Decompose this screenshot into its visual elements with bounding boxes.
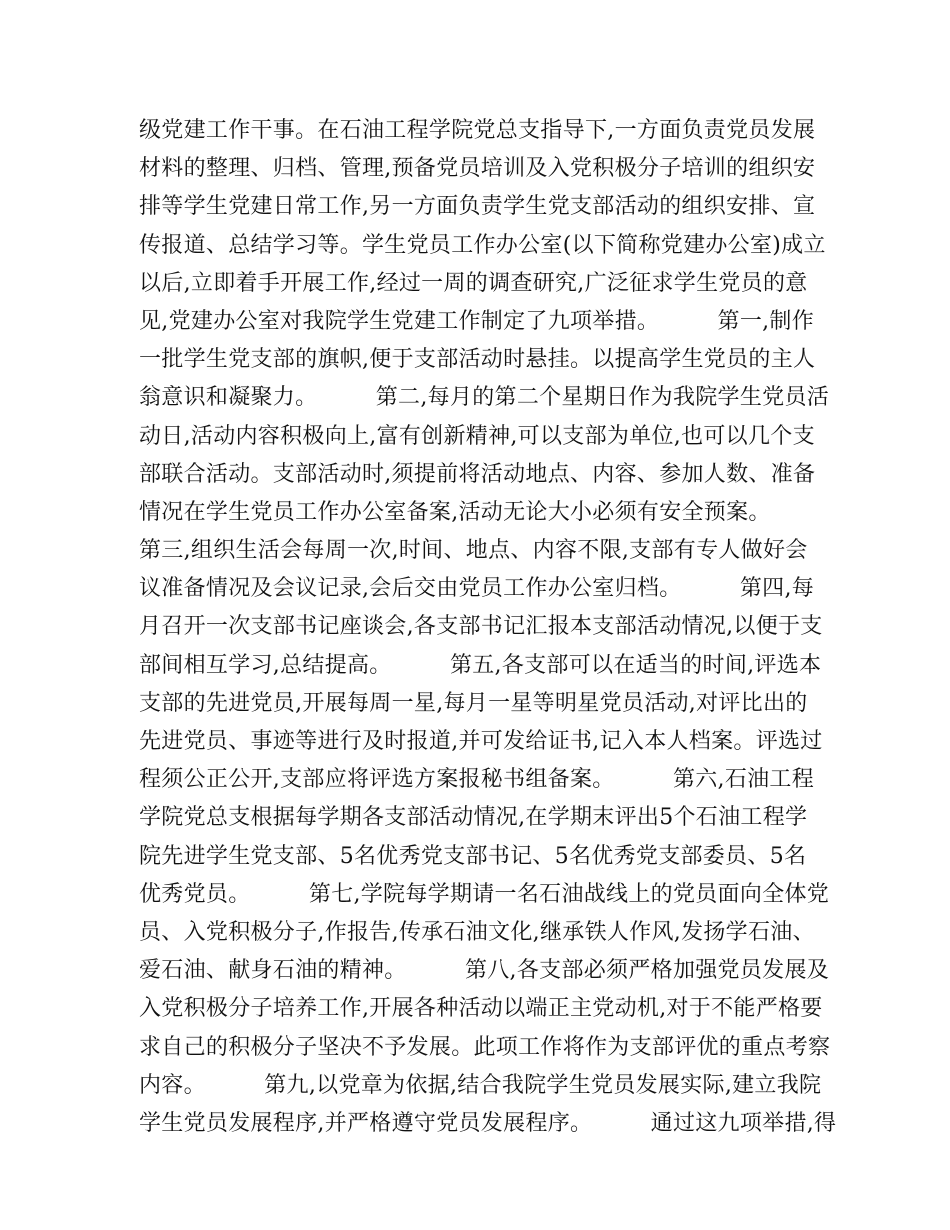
text-line: 以后,立即着手开展工作,经过一周的调查研究,广泛征求学生党员的意 — [139, 270, 808, 296]
text-line: 学院党总支根据每学期各支部活动情况,在学期末评出5个石油工程学 — [139, 805, 808, 831]
text-line: 入党积极分子培养工作,开展各种活动以端正主党动机,对于不能严格要 — [139, 996, 823, 1022]
text-line: 传报道、总结学习等。学生党员工作办公室(以下简称党建办公室)成立 — [139, 232, 826, 258]
text-line: 一批学生党支部的旗帜,便于支部活动时悬挂。以提高学生党员的主人 — [139, 347, 816, 373]
text-line: 材料的整理、归档、管理,预备党员培训及入党积极分子培训的组织安 — [139, 156, 816, 182]
text-line: 情况在学生党员工作办公室备案,活动无论大小必须有安全预案。 — [139, 499, 771, 525]
text-line: 院先进学生党支部、5名优秀党支部书记、5名优秀党支部委员、5名 — [139, 843, 807, 869]
text-line: 部间相互学习,总结提高。 第五,各支部可以在适当的时间,评选本 — [139, 652, 822, 678]
text-line: 求自己的积极分子坚决不予发展。此项工作将作为支部评优的重点考察 — [139, 1034, 831, 1060]
text-line: 翁意识和凝聚力。 第二,每月的第二个星期日作为我院学生党员活 — [139, 385, 830, 411]
text-line: 排等学生党建日常工作,另一方面负责学生党支部活动的组织安排、宣 — [139, 194, 816, 220]
text-line: 内容。 第九,以党章为依据,结合我院学生党员发展实际,建立我院 — [139, 1072, 822, 1098]
text-line: 支部的先进党员,开展每周一星,每月一星等明星党员活动,对评比出的 — [139, 690, 808, 716]
text-line: 学生党员发展程序,并严格遵守党员发展程序。 通过这九项举措,得 — [139, 1110, 837, 1136]
text-line: 程须公正公开,支部应将评选方案报秘书组备案。 第六,石油工程 — [139, 767, 815, 793]
text-line: 部联合活动。支部活动时,须提前将活动地点、内容、参加人数、准备 — [139, 461, 816, 487]
text-line: 第三,组织生活会每周一次,时间、地点、内容不限,支部有专人做好会 — [139, 538, 808, 564]
text-line: 动日,活动内容积极向上,富有创新精神,可以支部为单位,也可以几个支 — [139, 423, 815, 449]
text-line: 见,党建办公室对我院学生党建工作制定了九项举措。 第一,制作 — [139, 308, 815, 334]
text-line: 议准备情况及会议记录,会后交由党员工作办公室归档。 第四,每 — [139, 576, 815, 602]
body-text — [139, 112, 837, 1143]
text-line: 优秀党员。 第七,学院每学期请一名石油战线上的党员面向全体党 — [139, 881, 830, 907]
text-line: 爱石油、献身石油的精神。 第八,各支部必须严格加强党员发展及 — [139, 958, 830, 984]
text-line: 员、入党积极分子,作报告,传承石油文化,继承铁人作风,发扬学石油、 — [139, 919, 815, 945]
text-line: 月召开一次支部书记座谈会,各支部书记汇报本支部活动情况,以便于支 — [139, 614, 823, 640]
text-line: 先进党员、事迹等进行及时报道,并可发给证书,记入本人档案。评选过 — [139, 729, 823, 754]
text-line: 级党建工作干事。在石油工程学院党总支指导下,一方面负责党员发展 — [139, 118, 816, 143]
